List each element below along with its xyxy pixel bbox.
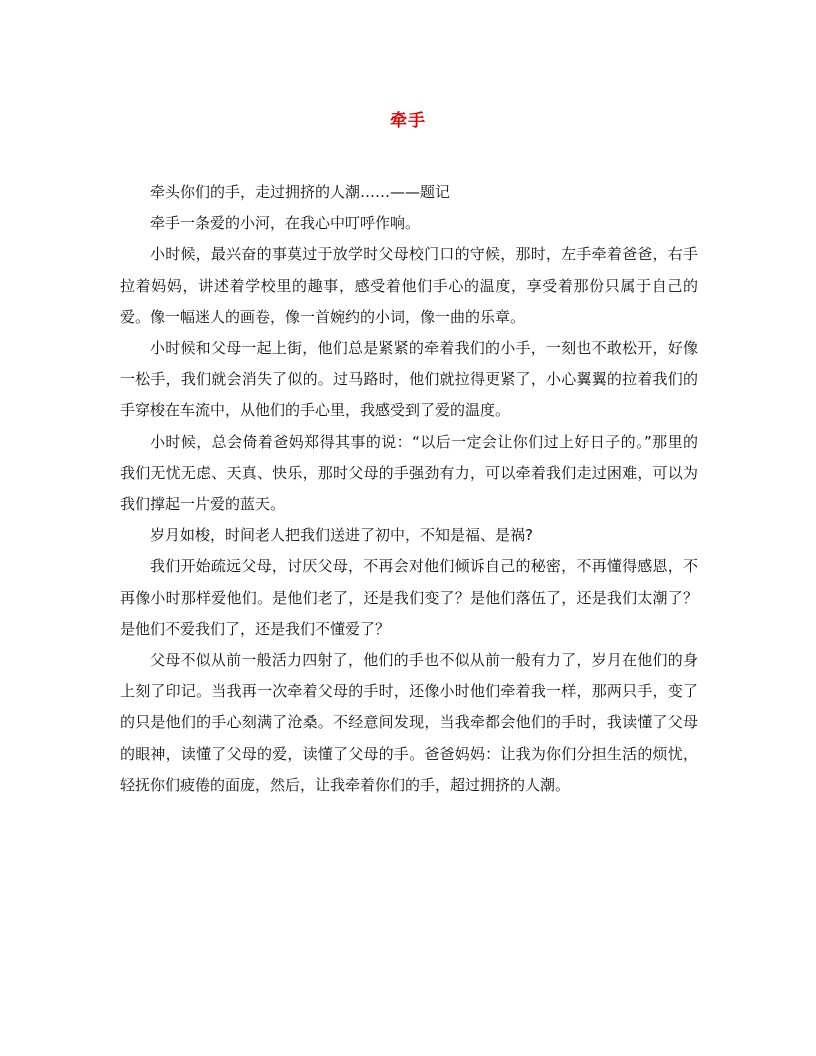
body-paragraph: 小时候，最兴奋的事莫过于放学时父母校门口的守候，那时，左手牵着爸爸，右手拉着妈妈，讲述着学校里的趣事，感受着他们手心的温度，享受着那份只属于自己的爱。像一幅迷人的画卷，像一首婉约的小词，像一曲的乐章。 <box>120 245 698 326</box>
body-paragraph: 父母不似从前一般活力四射了，他们的手也不似从前一般有力了，岁月在他们的身上刻了印记。当我再一次牵着父母的手时，还像小时他们牵着我一样，那两只手，变了的只是他们的手心刻满了沧桑。不经意间发现，当我牵都会他们的手时，我读懂了父母的眼神，读懂了父母的爱，读懂了父母的手。爸爸妈妈：让我为你们分担生活的烦忧，轻抚你们疲倦的面庞，然后，让我牵着你们的手，超过拥挤的人潮。 <box>120 651 698 794</box>
document-body <box>120 177 698 801</box>
document-title: 牵手 <box>390 111 426 131</box>
body-paragraph: 小时候，总会倚着爸妈郑得其事的说：“以后一定会让你们过上好日子的。”那里的我们无忧无虑、天真、快乐，那时父母的手强劲有力，可以牵着我们走过困难，可以为我们撑起一片爱的蓝天。 <box>120 432 698 514</box>
body-paragraph: 小时候和父母一起上街，他们总是紧紧的牵着我们的小手，一刻也不敢松开，好像一松手，我们就会消失了似的。过马路时，他们就拉得更紧了，小心翼翼的拉着我们的手穿梭在车流中，从他们的手心里，我感受到了爱的温度。 <box>120 339 698 420</box>
epigraph-paragraph: 牵头你们的手，走过拥挤的人潮……——题记 <box>150 183 451 201</box>
body-paragraph: 我们开始疏远父母，讨厌父母，不再会对他们倾诉自己的秘密，不再懂得感恩，不再像小时那样爱他们。是他们老了，还是我们变了？是他们落伍了，还是我们太潮了？是他们不爱我们了，还是我们不懂爱了？ <box>120 557 698 638</box>
body-paragraph: 牵手一条爱的小河，在我心中叮呼作响。 <box>150 214 421 233</box>
body-paragraph: 岁月如梭，时间老人把我们送进了初中，不知是福、是祸? <box>150 526 533 545</box>
